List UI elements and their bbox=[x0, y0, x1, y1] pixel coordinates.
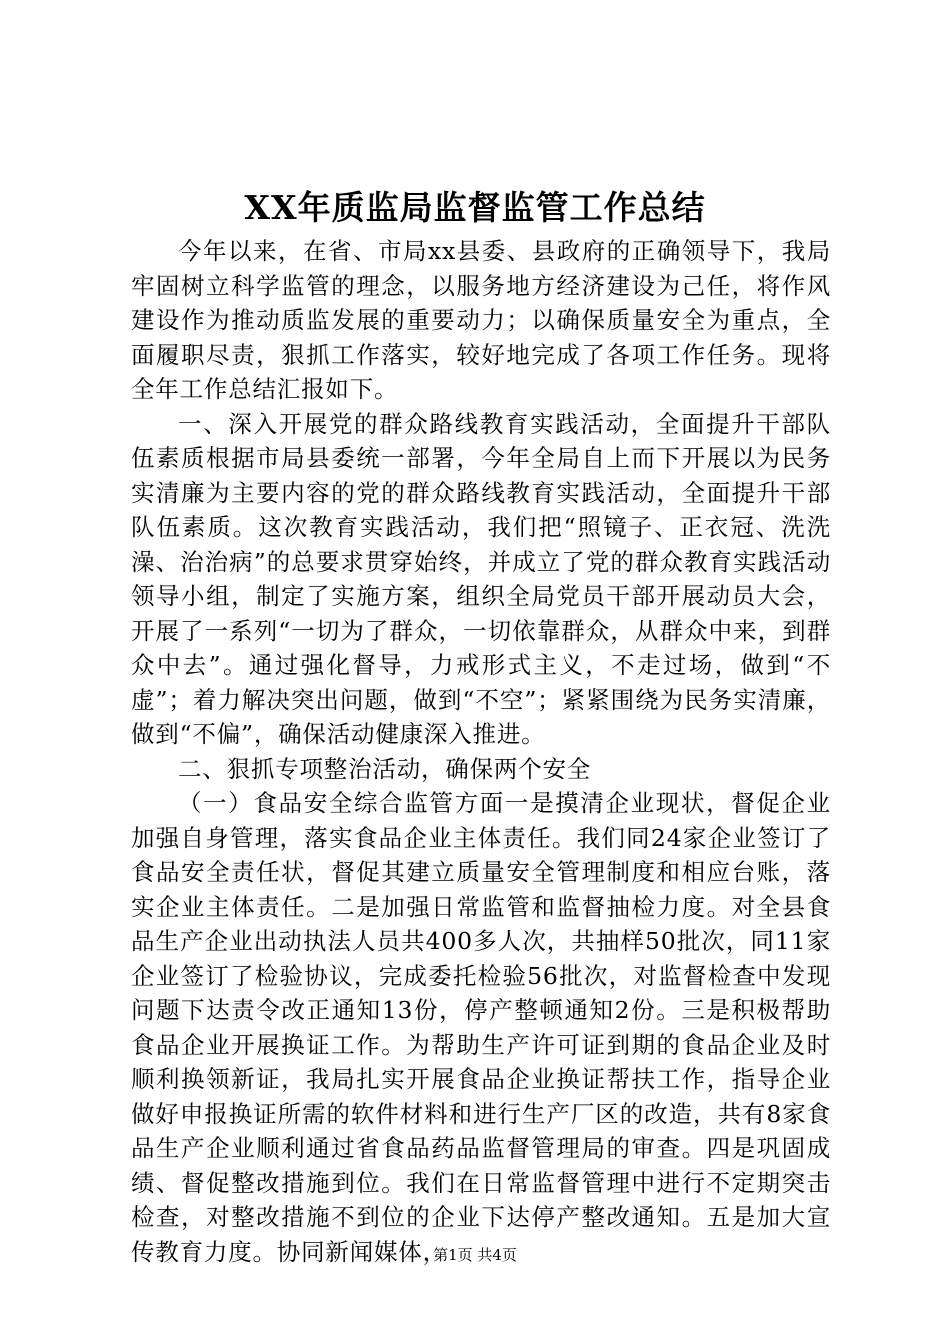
document-title: XX年质监局监督监管工作总结 bbox=[244, 188, 706, 227]
document-body bbox=[131, 234, 831, 1269]
paragraph-intro: 今年以来，在省、市局xx县委、县政府的正确领导下，我局牢固树立科学监管的理念，以服务地方经济建设为己任，将作风建设作为推动质监发展的重要动力；以确保质量安全为重点，全面履职尽责，狠抓工作落实，较好地完成了各项工作任务。现将全年工作总结汇报如下。 bbox=[131, 237, 831, 403]
paragraph-section-1: 一、深入开展党的群众路线教育实践活动，全面提升干部队伍素质根据市局县委统一部署，今年全局自上而下开展以为民务实清廉为主要内容的党的群众路线教育实践活动，全面提升干部队伍素质。这次教育实践活动，我们把“照镜子、正衣冠、洗洗澡、治治病”的总要求贯穿始终，并成立了党的群众教育实践活动领导小组，制定了实施方案，组织全局党员干部开展动员大会，开展了一系列“一切为了群众，一切依靠群众，从群众中来，到群众中去”。通过强化督导，力戒形式主义，不走过场，做到“不虚”；着力解决突出问题，做到“不空”；紧紧围绕为民务实清廉，做到“不偏”，确保活动健康深入推进。 bbox=[131, 409, 831, 748]
page-footer: 第1页 共4页 bbox=[433, 1246, 517, 1264]
paragraph-food-safety: （一）食品安全综合监管方面一是摸清企业现状，督促企业加强自身管理，落实食品企业主体责任。我们同24家企业签订了食品安全责任状，督促其建立质量安全管理制度和相应台账，落实企业主体责任。二是加强日常监管和监督抽检力度。对全县食品生产企业出动执法人员共400多人次，共抽样50批次，同11家企业签订了检验协议，完成委托检验56批次，对监督检查中发现问题下达责令改正通知13份，停产整顿通知2份。三是积极帮助食品企业开展换证工作。为帮助生产许可证到期的食品企业及时顺利换领新证，我局扎实开展食品企业换证帮扶工作，指导企业做好申报换证所需的软件材料和进行生产厂区的改造，共有8家食品生产企业顺利通过省食品药品监督管理局的审查。四是巩固成绩、督促整改措施到位。我们在日常监督管理中进行不定期突击检查，对整改措施不到位的企业下达停产整改通知。五是加大宣传教育力度。协同新闻媒体， bbox=[131, 789, 831, 1266]
paragraph-section-2-heading: 二、狠抓专项整治活动，确保两个安全 bbox=[178, 754, 592, 783]
